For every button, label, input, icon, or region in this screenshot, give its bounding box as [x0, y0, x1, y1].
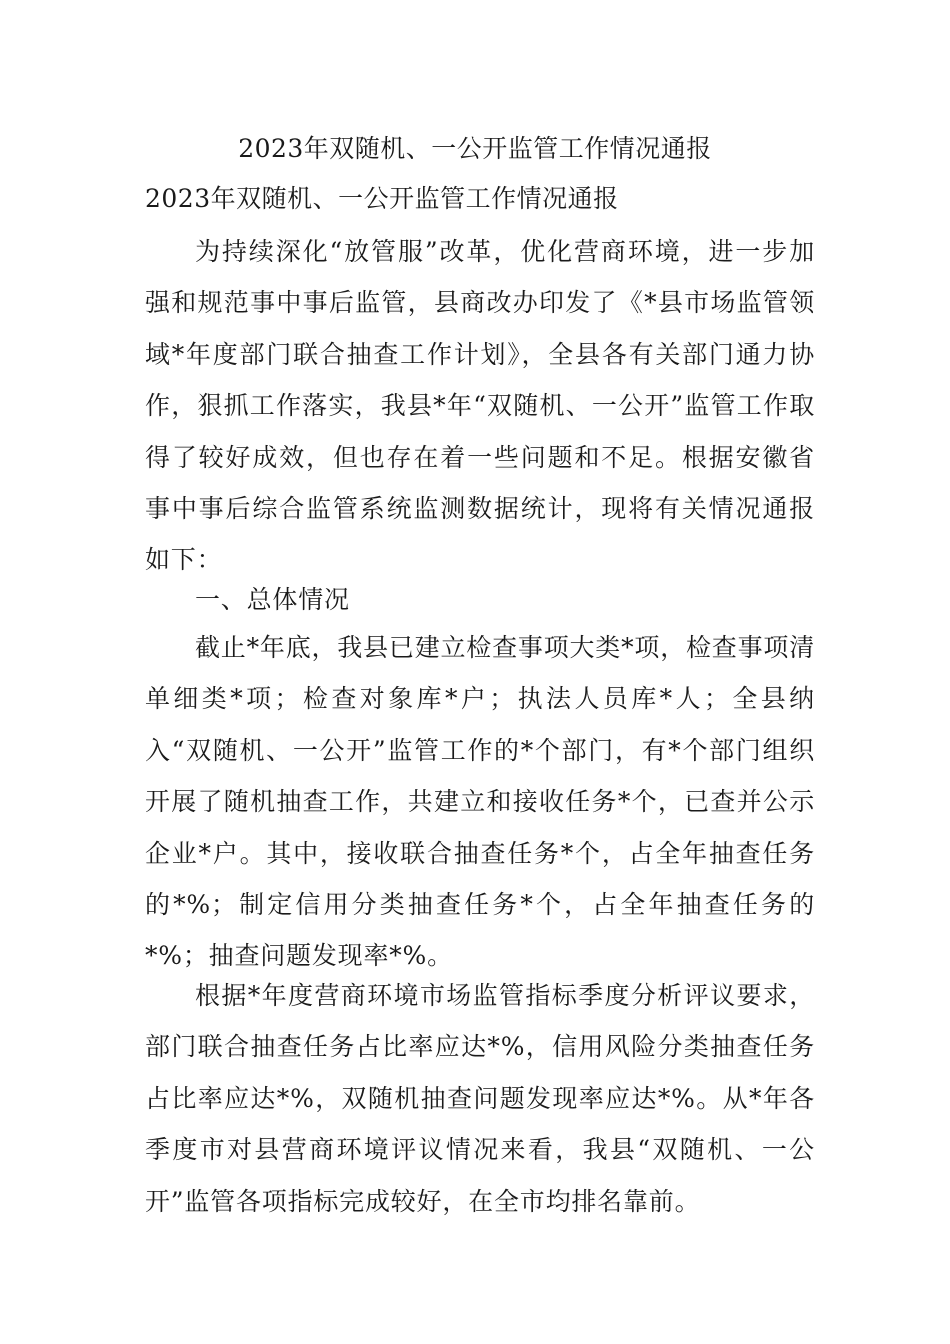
paragraph-evaluation: 根据*年度营商环境市场监管指标季度分析评议要求，部门联合抽查任务占比率应达*%，信用风险分类抽查任务占比率应达*%，双随机抽查问题发现率应达*%。从*年各季度市对县营商环境评议情况来看，我县“双随机、一公开”监管各项指标完成较好，在全市均排名靠前。 — [145, 981, 815, 1216]
document-title: 2023年双随机、一公开监管工作情况通报 — [238, 134, 712, 163]
document-subtitle: 2023年双随机、一公开监管工作情况通报 — [145, 184, 619, 213]
paragraph-intro: 为持续深化“放管服”改革，优化营商环境，进一步加强和规范事中事后监管，县商改办印发了《*县市场监管领域*年度部门联合抽查工作计划》，全县各有关部门通力协作，狠抓工作落实，我县*年“双随机、一公开”监管工作取得了较好成效，但也存在着一些问题和不足。根据安徽省事中事后综合监管系统监测数据统计，现将有关情况通报如下： — [145, 237, 815, 575]
section-heading-overall: 一、总体情况 — [195, 585, 350, 614]
paragraph-overall-stats: 截止*年底，我县已建立检查事项大类*项，检查事项清单细类*项；检查对象库*户；执法人员库*人；全县纳入“双随机、一公开”监管工作的*个部门，有*个部门组织开展了随机抽查工作，共建立和接收任务*个，已查并公示企业*户。其中，接收联合抽查任务*个，占全年抽查任务的*%；制定信用分类抽查任务*个，占全年抽查任务的*%；抽查问题发现率*%。 — [145, 633, 816, 971]
